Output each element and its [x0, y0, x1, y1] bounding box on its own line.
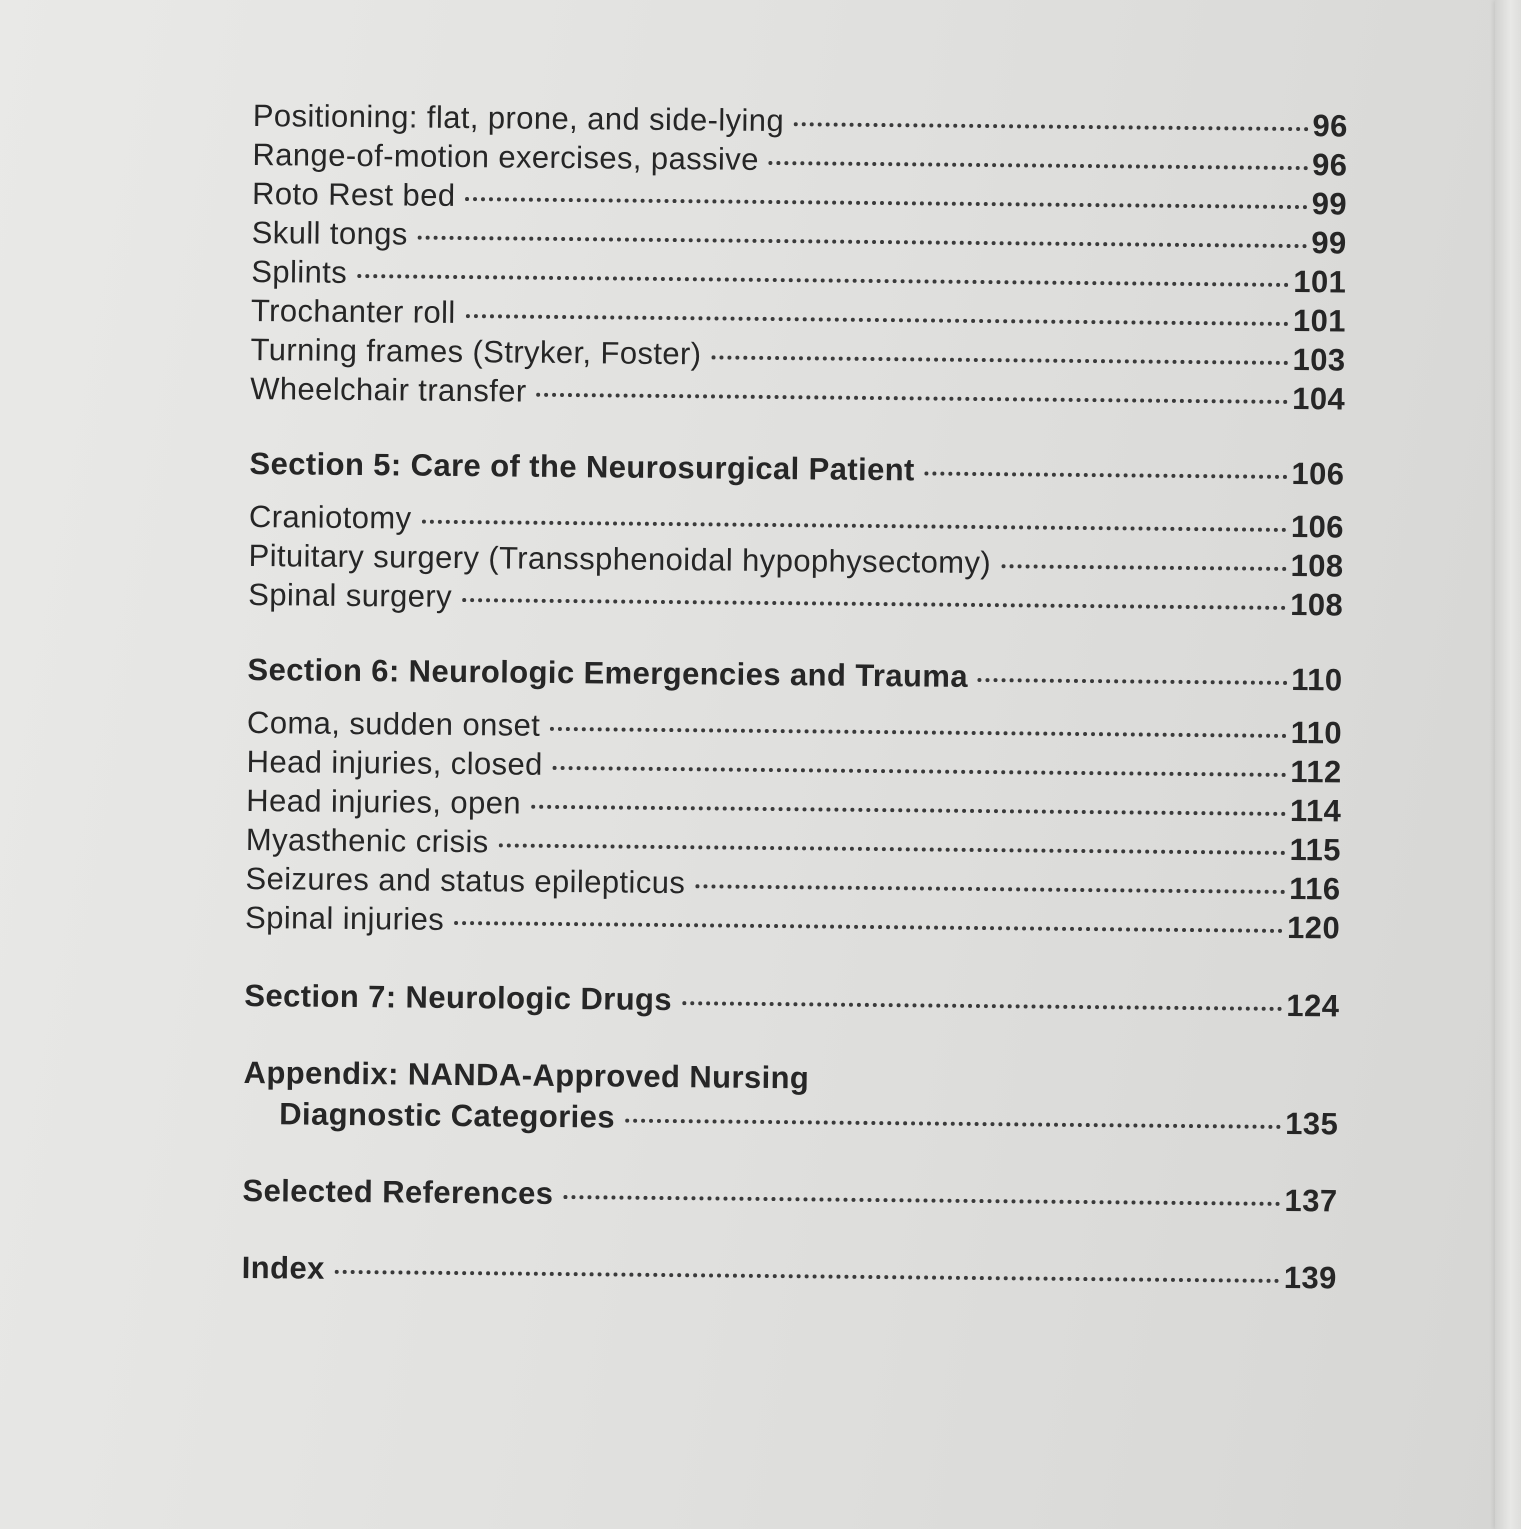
dot-leader — [335, 1270, 1280, 1283]
entry-title: Roto Rest bed — [251, 175, 456, 213]
references-entry — [242, 1173, 1337, 1225]
entry-page: 108 — [1290, 547, 1344, 584]
dot-leader — [465, 197, 1307, 209]
entries-group-c — [245, 705, 1342, 950]
dot-leader — [462, 598, 1286, 610]
dot-leader — [625, 1119, 1281, 1129]
entry-title: Skull tongs — [251, 214, 408, 252]
entry-title: Turning frames (Stryker, Foster) — [250, 331, 702, 372]
appendix-title-line1: Appendix: NANDA-Approved Nursing — [243, 1054, 810, 1096]
section-heading — [247, 652, 1342, 704]
entry-page: 99 — [1311, 225, 1347, 261]
entry-title: Spinal surgery — [248, 576, 453, 614]
section-page: 110 — [1291, 661, 1343, 698]
dot-leader — [466, 314, 1289, 326]
dot-leader — [794, 122, 1308, 131]
entry-page: 101 — [1292, 302, 1347, 339]
index-title: Index — [241, 1249, 325, 1286]
entry-title: Wheelchair transfer — [250, 370, 527, 409]
dot-leader — [357, 274, 1289, 287]
section-title: Section 7: Neurologic Drugs — [244, 977, 673, 1018]
section-title: Section 6: Neurologic Emergencies and Trauma — [247, 651, 969, 694]
appendix-title-line2: Diagnostic Categories — [279, 1096, 616, 1135]
entry-title: Trochanter roll — [250, 292, 456, 330]
section-page: 106 — [1291, 455, 1345, 492]
dot-leader — [550, 727, 1287, 738]
index-page: 139 — [1283, 1259, 1337, 1296]
dot-leader — [421, 520, 1287, 532]
dot-leader — [418, 236, 1308, 249]
entry-title: Craniotomy — [248, 498, 412, 536]
dot-leader — [711, 355, 1288, 365]
references-page: 137 — [1284, 1182, 1338, 1219]
dot-leader — [553, 766, 1287, 777]
dot-leader — [499, 843, 1286, 855]
entry-title: Range-of-motion exercises, passive — [252, 136, 759, 177]
dot-leader — [537, 393, 1289, 404]
entry-page: 101 — [1293, 263, 1347, 300]
index-entry — [242, 1250, 1337, 1302]
entry-title: Coma, sudden onset — [246, 704, 541, 743]
entry-title: Head injuries, open — [246, 782, 522, 821]
entry-page: 99 — [1311, 186, 1348, 222]
entry-title: Head injuries, closed — [246, 743, 543, 782]
entry-page: 103 — [1292, 341, 1346, 378]
entry-page: 116 — [1289, 870, 1341, 907]
entry-title: Spinal injuries — [244, 899, 445, 937]
entry-page: 110 — [1290, 714, 1343, 751]
entry-page: 115 — [1289, 831, 1341, 868]
appendix-page: 135 — [1285, 1105, 1339, 1142]
dot-leader — [769, 161, 1308, 170]
entry-title: Positioning: flat, prone, and side-lying — [252, 98, 785, 139]
entries-group-a — [250, 98, 1348, 420]
entry-title: Splints — [251, 253, 348, 290]
entry-page: 104 — [1292, 380, 1346, 417]
references-title: Selected References — [242, 1172, 554, 1211]
entry-title: Seizures and status epilepticus — [245, 860, 686, 901]
dot-leader — [454, 921, 1283, 933]
section-heading — [249, 446, 1344, 498]
entry-title: Myasthenic crisis — [245, 821, 489, 860]
dot-leader — [531, 805, 1286, 816]
section-page: 124 — [1286, 987, 1340, 1024]
section-title: Section 5: Care of the Neurosurgical Patient — [249, 445, 915, 488]
dot-leader — [682, 1001, 1282, 1011]
entry-page: 106 — [1290, 508, 1345, 545]
entry-title: Pituitary surgery (Transsphenoidal hypophysectomy) — [248, 537, 992, 581]
dot-leader — [925, 471, 1288, 478]
page-edge — [1495, 0, 1521, 1529]
entry-page: 112 — [1290, 753, 1342, 790]
entry-page: 96 — [1312, 108, 1348, 144]
dot-leader — [978, 678, 1287, 685]
dot-leader — [563, 1195, 1280, 1206]
dot-leader — [1001, 564, 1287, 571]
entry-page: 108 — [1290, 586, 1344, 623]
dot-leader — [695, 884, 1285, 894]
entries-group-b — [248, 499, 1344, 627]
entry-page: 120 — [1286, 909, 1341, 946]
appendix-entry — [243, 1055, 1339, 1148]
entry-page: 96 — [1311, 147, 1348, 183]
table-of-contents — [242, 98, 1348, 1301]
entry-page: 114 — [1289, 792, 1342, 829]
section-heading — [244, 978, 1339, 1030]
